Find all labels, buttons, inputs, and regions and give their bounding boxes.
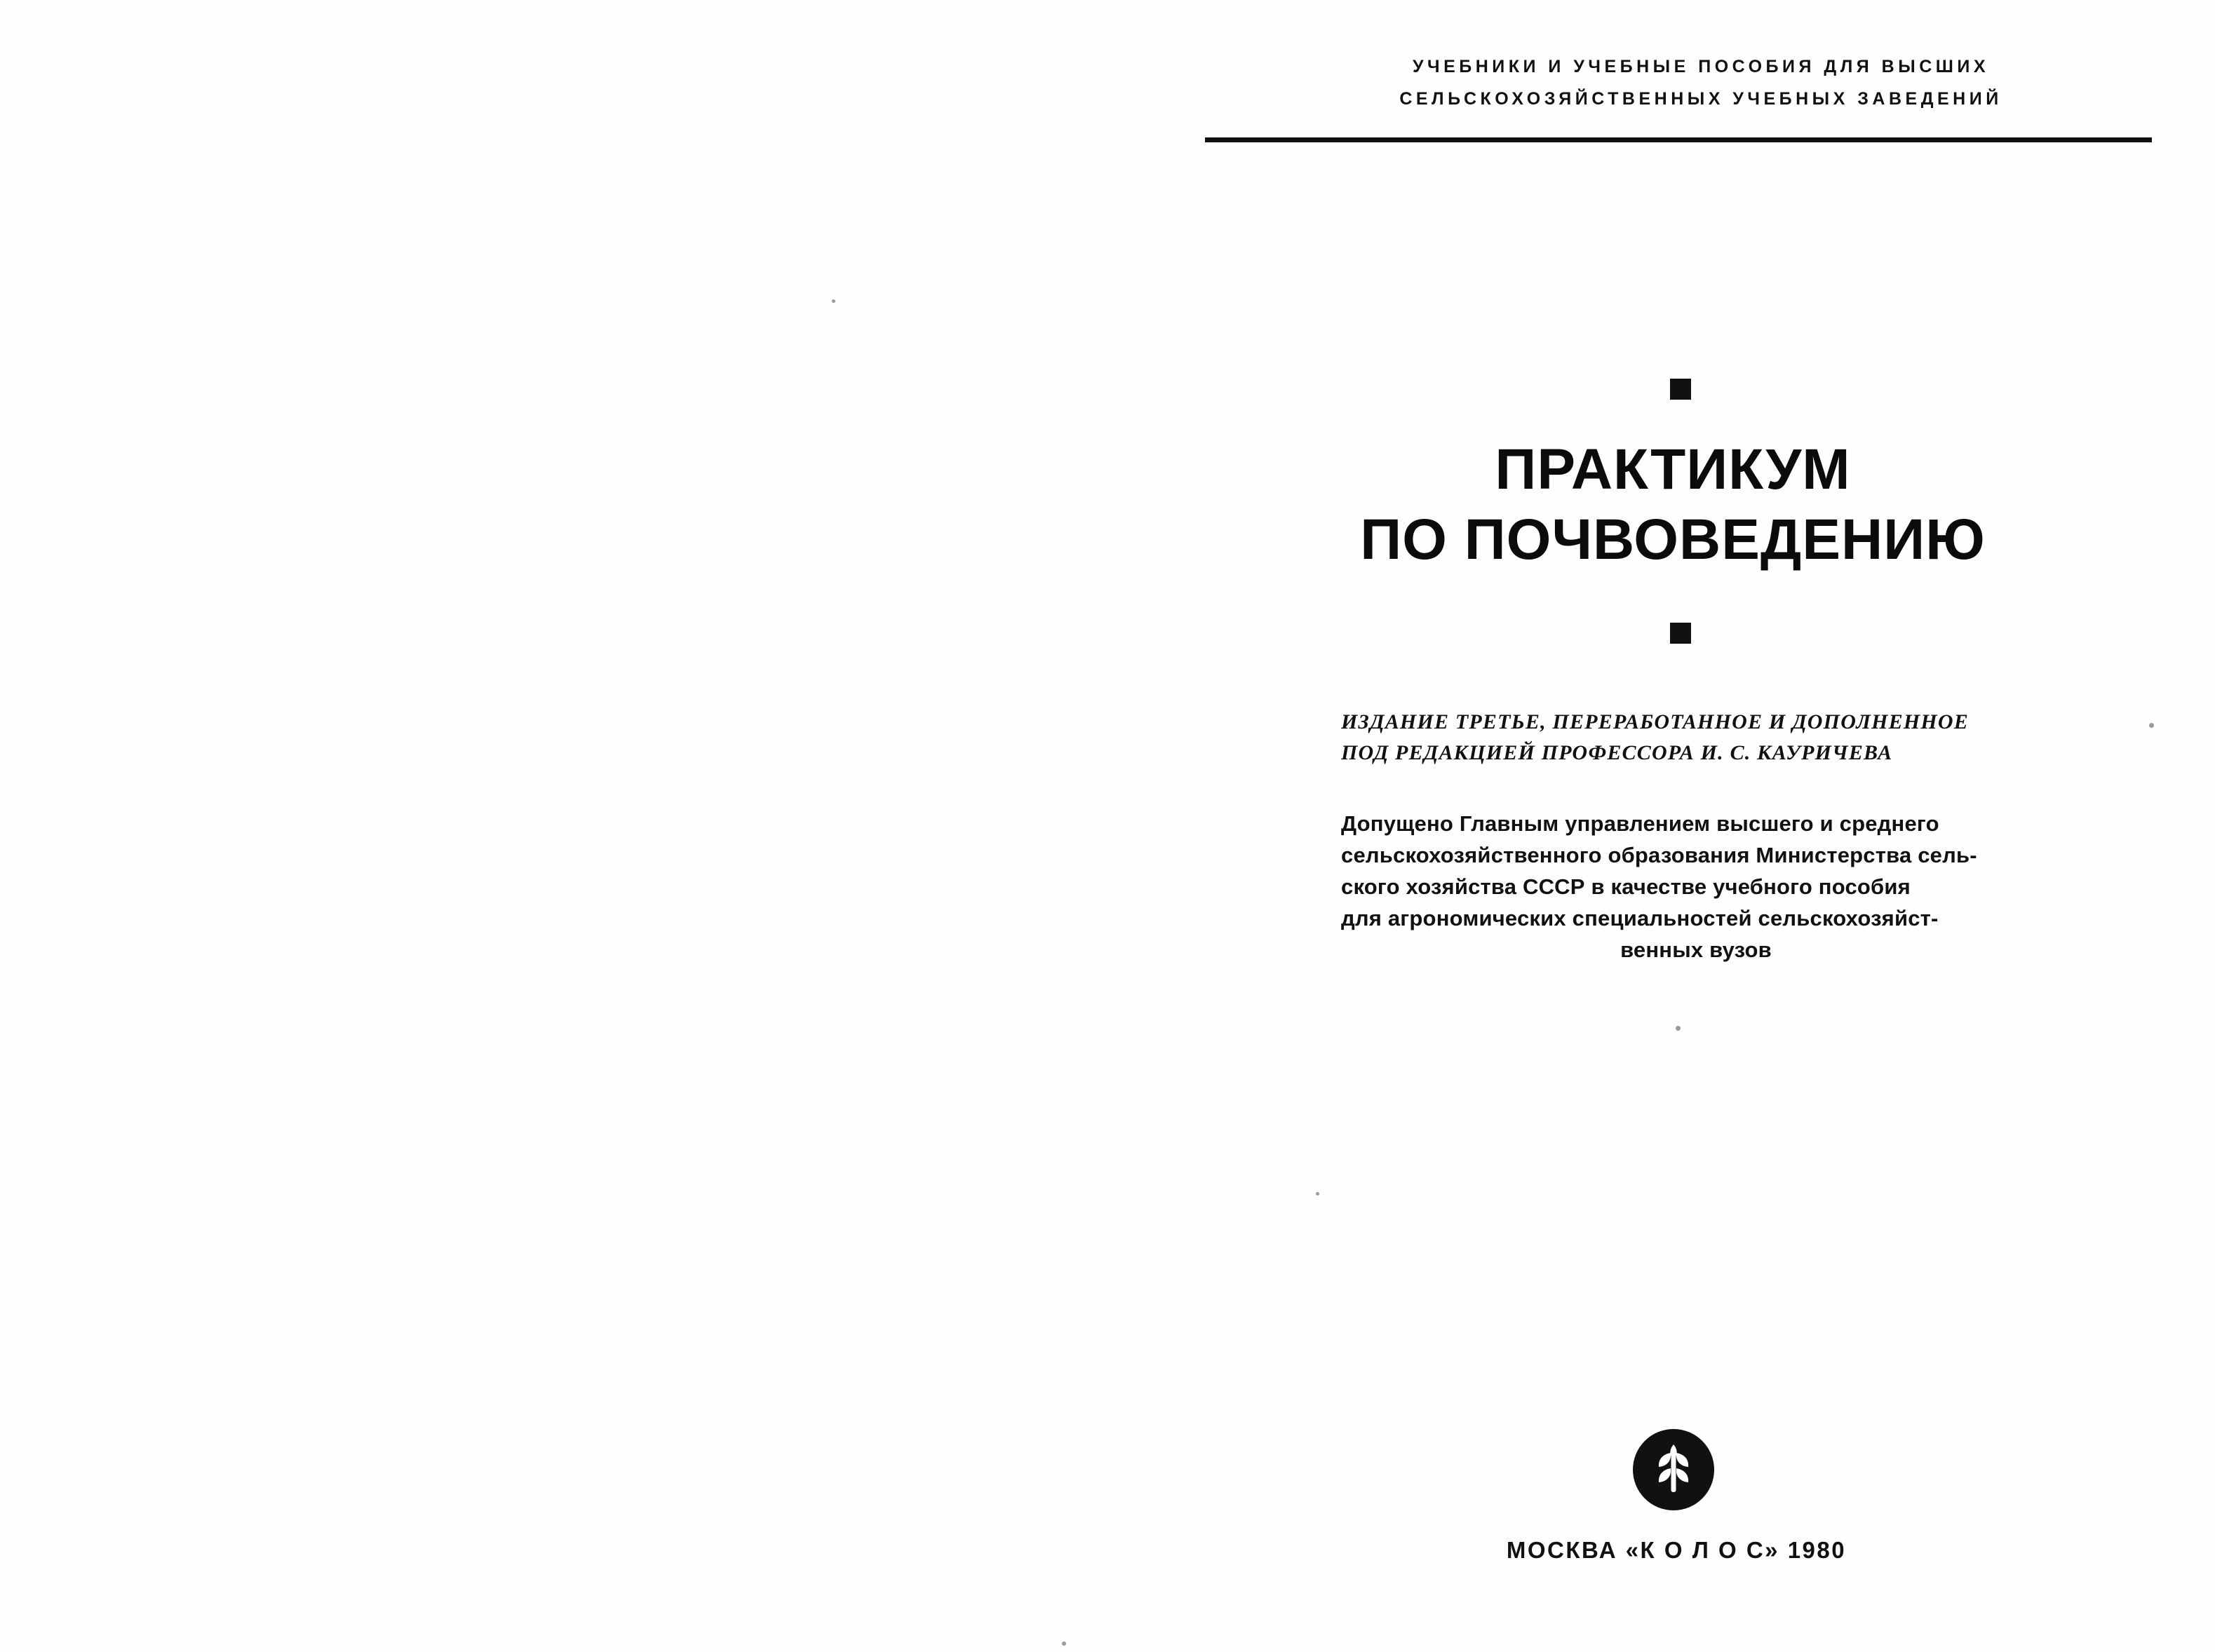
square-ornament-icon <box>1670 379 1691 400</box>
approval-line-3: ского хозяйства СССР в качестве учебного пособия <box>1341 874 1911 899</box>
series-header-line-1: УЧЕБНИКИ И УЧЕБНЫЕ ПОСОБИЯ ДЛЯ ВЫСШИХ <box>1412 57 1990 76</box>
series-header-rule <box>1205 137 2152 142</box>
imprint-line: МОСКВА «К О Л О С» 1980 <box>1506 1537 1847 1563</box>
title-line-1: ПРАКТИКУМ <box>1495 438 1851 501</box>
scan-speck <box>2149 723 2154 728</box>
publisher-logo-icon <box>1631 1428 1716 1512</box>
series-header <box>1301 50 2101 115</box>
approval-statement <box>1341 808 2051 966</box>
approval-line-4: для агрономических специальностей сельскохозяйст- <box>1341 906 1939 930</box>
scan-speck <box>1316 1192 1319 1196</box>
edition-statement <box>1341 707 2049 769</box>
approval-line-2: сельскохозяйственного образования Министерства сель- <box>1341 843 1977 867</box>
page-title <box>1284 435 2062 575</box>
scan-speck <box>832 299 835 303</box>
approval-line-5: венных вузов <box>1620 937 1772 962</box>
square-ornament-icon-2 <box>1670 623 1691 644</box>
series-header-line-2: СЕЛЬСКОХОЗЯЙСТВЕННЫХ УЧЕБНЫХ ЗАВЕДЕНИЙ <box>1399 89 2002 109</box>
scan-speck <box>1062 1641 1066 1646</box>
scan-speck <box>1676 1026 1681 1031</box>
title-line-2: ПО ПОЧВОВЕДЕНИЮ <box>1360 508 1986 571</box>
edition-line-1: ИЗДАНИЕ ТРЕТЬЕ, ПЕРЕРАБОТАННОЕ И ДОПОЛНЕННОЕ <box>1341 710 1969 733</box>
edition-line-2: ПОД РЕДАКЦИЕЙ ПРОФЕССОРА И. С. КАУРИЧЕВА <box>1341 741 1893 764</box>
approval-line-1: Допущено Главным управлением высшего и среднего <box>1341 811 1939 836</box>
